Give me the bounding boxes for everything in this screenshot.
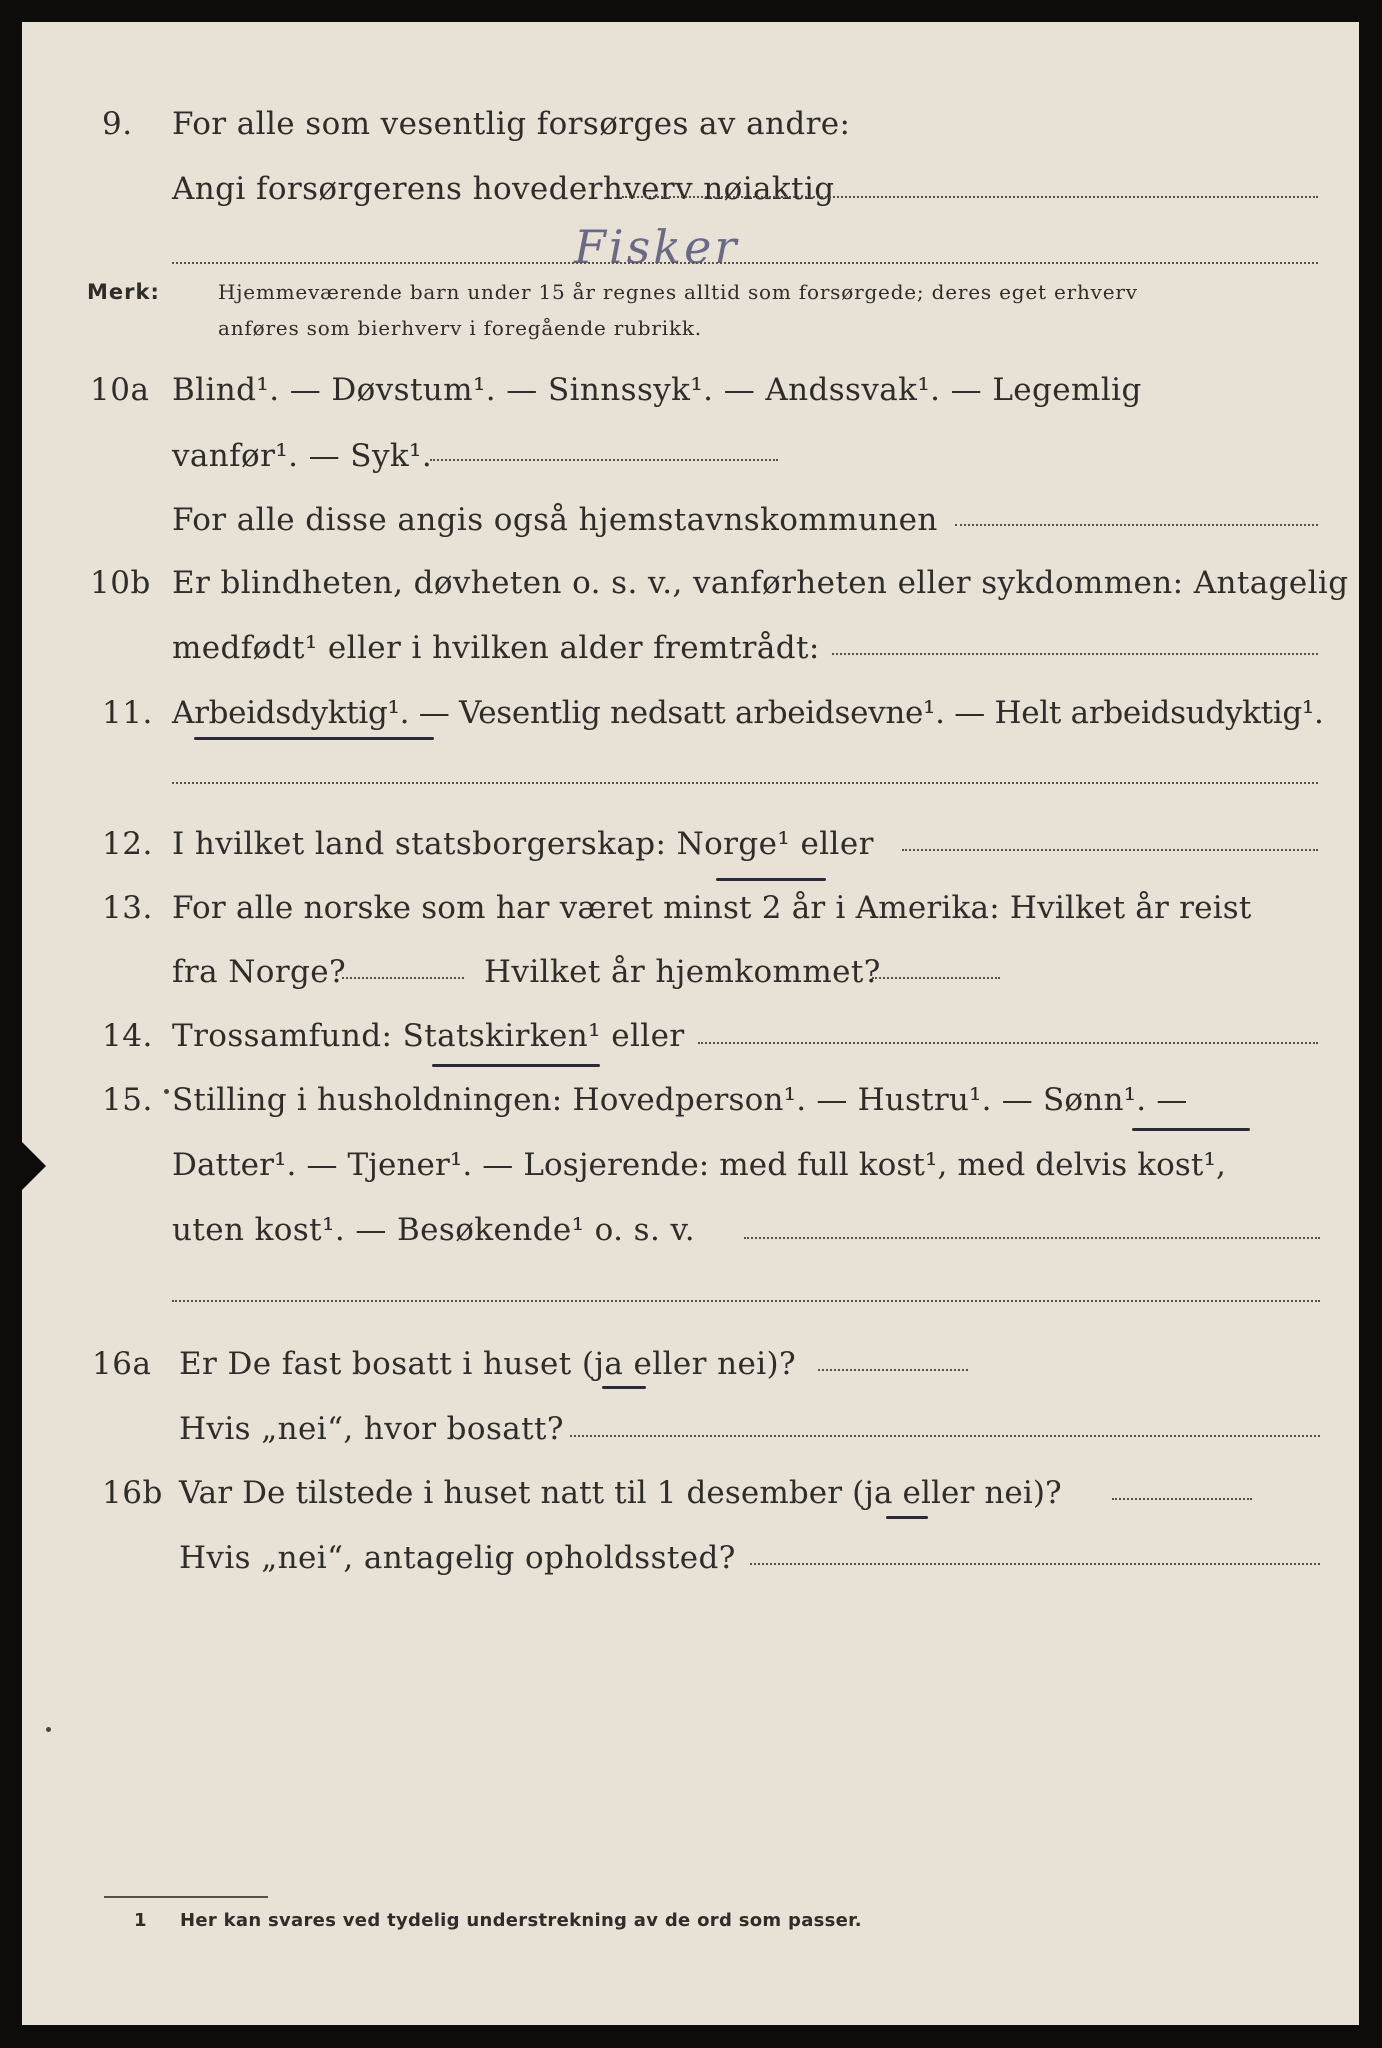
question-15-text: Stilling i husholdningen: Hovedperson¹. — Hustru¹. — Sønn¹. —	[172, 1082, 1188, 1118]
question-12-answer-line[interactable]	[902, 849, 1318, 851]
question-16b-text-line-2: Hvis „nei“, antagelig opholdssted?	[179, 1540, 736, 1576]
question-11-number: 11.	[102, 695, 153, 731]
question-16b-text: Var De tilstede i huset natt til 1 desember (ja eller nei)?	[179, 1475, 1062, 1511]
ink-speck	[164, 1089, 169, 1094]
question-12-number: 12.	[102, 826, 153, 862]
question-16a-underline-ja	[602, 1386, 646, 1389]
question-16a-number: 16a	[92, 1346, 152, 1382]
merk-text-line-1: Hjemmeværende barn under 15 år regnes alltid som forsørgede; deres eget erhverv	[218, 280, 1138, 304]
question-15-text-line-2: Datter¹. — Tjener¹. — Losjerende: med full kost¹, med delvis kost¹,	[172, 1147, 1226, 1183]
merk-label: Merk:	[87, 280, 160, 304]
question-16b-stay-line[interactable]	[750, 1563, 1320, 1565]
question-10a-text-line-2: vanfør¹. — Syk¹.	[172, 438, 433, 474]
question-16b-answer-line[interactable]	[1112, 1498, 1252, 1500]
question-15-underline-sonn	[1132, 1128, 1250, 1131]
question-14-answer-line[interactable]	[698, 1042, 1318, 1044]
question-10a-text: Blind¹. — Døvstum¹. — Sinnssyk¹. — Andssvak¹. — Legemlig	[172, 372, 1142, 408]
question-10b-number: 10b	[90, 565, 151, 601]
question-15-answer-line-2[interactable]	[172, 1300, 1320, 1302]
question-13-text-line-2a: fra Norge?	[172, 954, 347, 990]
census-form-page	[22, 22, 1359, 2025]
question-10a-number: 10a	[90, 372, 150, 408]
page-edge-notch	[20, 1140, 46, 1192]
question-15-text-line-3: uten kost¹. — Besøkende¹ o. s. v.	[172, 1212, 695, 1248]
question-13-number: 13.	[102, 890, 153, 926]
footnote-rule	[104, 1896, 268, 1898]
question-10a-answer-line[interactable]	[430, 459, 778, 461]
question-9-answer-line[interactable]	[622, 196, 1318, 198]
question-12-text: I hvilket land statsborgerskap: Norge¹ eller	[172, 826, 874, 862]
question-9-handwritten-answer: Fisker	[574, 220, 740, 274]
question-13-returned-line[interactable]	[872, 977, 1000, 979]
question-11-text: Arbeidsdyktig¹. — Vesentlig nedsatt arbeidsevne¹. — Helt arbeidsudyktig¹.	[172, 695, 1324, 731]
question-16b-underline-ja	[886, 1516, 928, 1519]
footnote-mark: 1	[134, 1910, 147, 1931]
footnote-text: Her kan svares ved tydelig understrekning av de ord som passer.	[180, 1910, 862, 1931]
question-16a-text-line-2: Hvis „nei“, hvor bosatt?	[179, 1411, 564, 1447]
question-10a-hometown-line[interactable]	[955, 524, 1318, 526]
question-14-number: 14.	[102, 1018, 153, 1054]
question-16a-answer-line[interactable]	[818, 1369, 968, 1371]
question-9-number: 9.	[102, 106, 133, 142]
question-13-left-norway-line[interactable]	[342, 977, 464, 979]
question-14-underline-statskirken	[432, 1064, 600, 1067]
question-10a-text-line-3: For alle disse angis også hjemstavnskommunen	[172, 502, 938, 538]
question-10b-answer-line[interactable]	[832, 653, 1318, 655]
question-13-text: For alle norske som har været minst 2 år i Amerika: Hvilket år reist	[172, 890, 1252, 926]
question-15-number: 15.	[102, 1082, 153, 1118]
question-16a-text: Er De fast bosatt i huset (ja eller nei)?	[179, 1346, 797, 1382]
question-16b-number: 16b	[102, 1475, 163, 1511]
question-13-text-line-2b: Hvilket år hjemkommet?	[484, 954, 881, 990]
question-11-underline-arbeidsdyktig	[194, 737, 434, 740]
question-10b-text-line-2: medfødt¹ eller i hvilken alder fremtrådt:	[172, 630, 820, 666]
question-10b-text: Er blindheten, døvheten o. s. v., vanførheten eller sykdommen: Antagelig	[172, 565, 1349, 601]
ink-speck	[46, 1727, 51, 1732]
question-9-subtext: Angi forsørgerens hovederhverv nøiaktig	[172, 171, 835, 207]
question-16a-residence-line[interactable]	[570, 1435, 1320, 1437]
question-9-answer-line-2[interactable]	[172, 262, 1318, 264]
question-9-text: For alle som vesentlig forsørges av andre:	[172, 106, 851, 142]
question-14-text: Trossamfund: Statskirken¹ eller	[172, 1018, 685, 1054]
question-12-underline-norge	[716, 878, 826, 881]
question-11-answer-line[interactable]	[172, 782, 1318, 784]
merk-text-line-2: anføres som bierhverv i foregående rubrikk.	[218, 316, 702, 340]
question-15-answer-line[interactable]	[744, 1237, 1320, 1239]
